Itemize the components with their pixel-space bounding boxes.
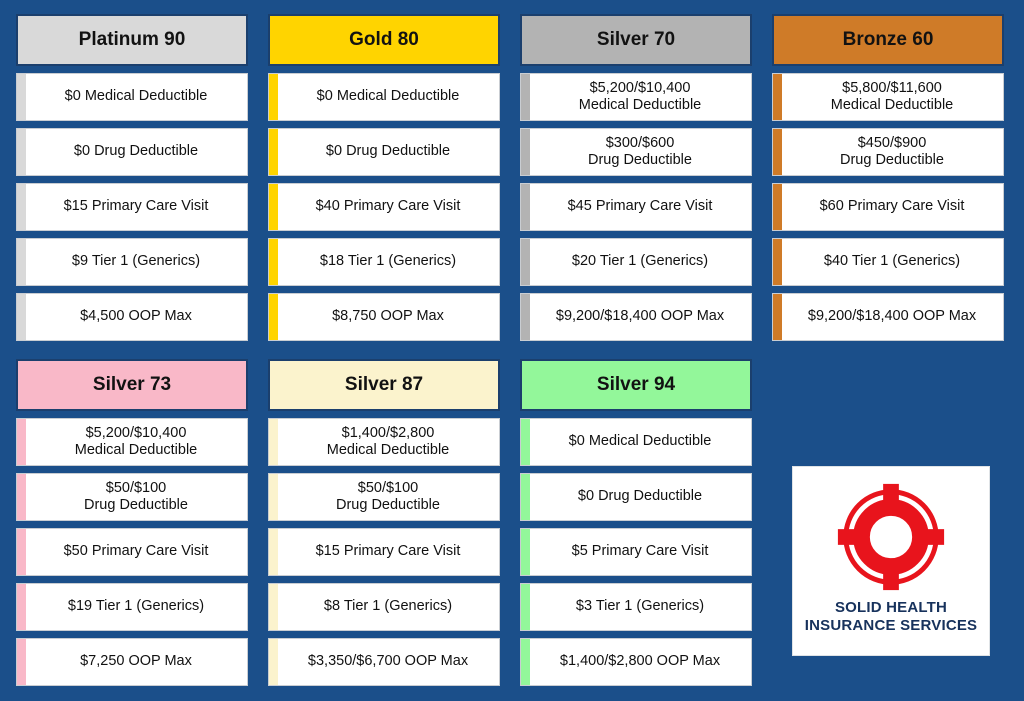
plan-card bbox=[772, 14, 1004, 341]
benefit-row bbox=[520, 183, 752, 231]
benefit-label: $3,350/$6,700 OOP Max bbox=[307, 653, 469, 670]
benefit-label: $45 Primary Care Visit bbox=[567, 198, 713, 215]
benefit-label: $0 Drug Deductible bbox=[577, 488, 703, 505]
benefit-accent-bar bbox=[521, 584, 530, 630]
benefit-label: $15 Primary Care Visit bbox=[63, 198, 209, 215]
benefit-accent-bar bbox=[773, 239, 782, 285]
plan-header: Gold 80 bbox=[268, 14, 500, 66]
benefit-row bbox=[16, 418, 248, 466]
benefit-accent-bar bbox=[17, 419, 26, 465]
benefit-label: $4,500 OOP Max bbox=[80, 308, 192, 325]
benefit-accent-bar bbox=[269, 129, 278, 175]
benefit-accent-bar bbox=[521, 184, 530, 230]
benefit-label: $1,400/$2,800 Medical Deductible bbox=[326, 424, 450, 458]
benefit-accent-bar bbox=[269, 529, 278, 575]
plan-card bbox=[520, 14, 752, 341]
benefit-label: $19 Tier 1 (Generics) bbox=[67, 598, 205, 615]
benefit-accent-bar bbox=[269, 294, 278, 340]
benefit-label: $50 Primary Care Visit bbox=[63, 543, 209, 560]
benefit-label: $40 Tier 1 (Generics) bbox=[823, 253, 961, 270]
benefit-row bbox=[772, 128, 1004, 176]
plan-card bbox=[268, 359, 500, 686]
benefit-row bbox=[16, 638, 248, 686]
benefit-row bbox=[772, 73, 1004, 121]
benefit-accent-bar bbox=[17, 639, 26, 685]
benefit-label: $15 Primary Care Visit bbox=[315, 543, 461, 560]
benefit-accent-bar bbox=[521, 239, 530, 285]
plan-header: Silver 70 bbox=[520, 14, 752, 66]
benefit-row bbox=[268, 128, 500, 176]
benefit-row bbox=[520, 73, 752, 121]
plan-card bbox=[268, 14, 500, 341]
benefit-row bbox=[268, 583, 500, 631]
benefit-accent-bar bbox=[269, 74, 278, 120]
benefit-accent-bar bbox=[269, 184, 278, 230]
plan-header: Silver 73 bbox=[16, 359, 248, 411]
lifebuoy-icon bbox=[832, 481, 950, 593]
benefit-label: $8 Tier 1 (Generics) bbox=[323, 598, 453, 615]
benefit-accent-bar bbox=[17, 74, 26, 120]
benefit-row bbox=[16, 583, 248, 631]
benefit-label: $7,250 OOP Max bbox=[80, 653, 192, 670]
company-logo bbox=[792, 466, 990, 656]
benefit-row bbox=[16, 73, 248, 121]
benefit-row bbox=[268, 183, 500, 231]
benefit-row bbox=[268, 238, 500, 286]
benefit-row bbox=[520, 293, 752, 341]
benefit-accent-bar bbox=[269, 474, 278, 520]
benefit-accent-bar bbox=[269, 639, 278, 685]
benefit-accent-bar bbox=[773, 294, 782, 340]
benefit-accent-bar bbox=[17, 239, 26, 285]
benefit-accent-bar bbox=[521, 474, 530, 520]
benefit-label: $0 Drug Deductible bbox=[325, 143, 451, 160]
logo-line-1: SOLID HEALTH bbox=[834, 599, 948, 616]
benefit-row bbox=[268, 473, 500, 521]
benefit-row bbox=[16, 473, 248, 521]
benefit-label: $18 Tier 1 (Generics) bbox=[319, 253, 457, 270]
benefit-label: $1,400/$2,800 OOP Max bbox=[559, 653, 721, 670]
benefit-accent-bar bbox=[521, 529, 530, 575]
benefit-accent-bar bbox=[269, 239, 278, 285]
benefit-row bbox=[16, 528, 248, 576]
benefit-accent-bar bbox=[521, 639, 530, 685]
plan-card bbox=[16, 14, 248, 341]
benefit-row bbox=[772, 238, 1004, 286]
benefit-accent-bar bbox=[17, 184, 26, 230]
benefit-label: $5,800/$11,600 Medical Deductible bbox=[830, 79, 954, 113]
benefit-accent-bar bbox=[17, 474, 26, 520]
benefit-row bbox=[520, 583, 752, 631]
benefit-accent-bar bbox=[521, 419, 530, 465]
benefit-row bbox=[520, 473, 752, 521]
benefit-accent-bar bbox=[17, 294, 26, 340]
benefit-row bbox=[268, 293, 500, 341]
plan-header: Silver 94 bbox=[520, 359, 752, 411]
benefit-accent-bar bbox=[269, 584, 278, 630]
benefit-label: $5 Primary Care Visit bbox=[571, 543, 709, 560]
benefit-row bbox=[16, 238, 248, 286]
benefit-label: $5,200/$10,400 Medical Deductible bbox=[74, 424, 198, 458]
benefit-row bbox=[520, 238, 752, 286]
benefit-label: $9,200/$18,400 OOP Max bbox=[555, 308, 725, 325]
benefit-label: $3 Tier 1 (Generics) bbox=[575, 598, 705, 615]
plan-card bbox=[520, 359, 752, 686]
logo-line-2: INSURANCE SERVICES bbox=[804, 616, 978, 634]
benefit-row bbox=[268, 418, 500, 466]
benefit-label: $300/$600 Drug Deductible bbox=[588, 134, 692, 168]
benefit-row bbox=[772, 183, 1004, 231]
benefit-label: $9,200/$18,400 OOP Max bbox=[807, 308, 977, 325]
benefit-label: $0 Medical Deductible bbox=[316, 88, 460, 105]
logo-text bbox=[805, 599, 978, 634]
benefit-accent-bar bbox=[17, 529, 26, 575]
benefit-label: $50/$100 Drug Deductible bbox=[336, 479, 440, 513]
benefit-label: $8,750 OOP Max bbox=[332, 308, 444, 325]
benefit-row bbox=[520, 128, 752, 176]
benefit-accent-bar bbox=[521, 294, 530, 340]
benefit-label: $60 Primary Care Visit bbox=[819, 198, 965, 215]
benefit-row bbox=[268, 73, 500, 121]
benefit-label: $5,200/$10,400 Medical Deductible bbox=[578, 79, 702, 113]
benefit-row bbox=[520, 418, 752, 466]
plan-header: Bronze 60 bbox=[772, 14, 1004, 66]
benefit-label: $0 Drug Deductible bbox=[73, 143, 199, 160]
benefit-row bbox=[520, 528, 752, 576]
benefit-label: $20 Tier 1 (Generics) bbox=[571, 253, 709, 270]
benefit-row bbox=[268, 638, 500, 686]
benefit-label: $0 Medical Deductible bbox=[568, 433, 712, 450]
benefit-row bbox=[772, 293, 1004, 341]
benefit-accent-bar bbox=[269, 419, 278, 465]
benefit-accent-bar bbox=[17, 129, 26, 175]
benefit-accent-bar bbox=[773, 184, 782, 230]
benefit-row bbox=[16, 183, 248, 231]
benefit-label: $9 Tier 1 (Generics) bbox=[71, 253, 201, 270]
benefit-accent-bar bbox=[521, 129, 530, 175]
benefit-row bbox=[16, 128, 248, 176]
plan-card bbox=[16, 359, 248, 686]
benefit-accent-bar bbox=[17, 584, 26, 630]
benefit-row bbox=[16, 293, 248, 341]
plan-header: Silver 87 bbox=[268, 359, 500, 411]
benefit-label: $40 Primary Care Visit bbox=[315, 198, 461, 215]
benefit-label: $50/$100 Drug Deductible bbox=[84, 479, 188, 513]
benefit-accent-bar bbox=[521, 74, 530, 120]
benefit-row bbox=[268, 528, 500, 576]
benefit-accent-bar bbox=[773, 74, 782, 120]
benefit-row bbox=[520, 638, 752, 686]
benefit-label: $450/$900 Drug Deductible bbox=[840, 134, 944, 168]
benefit-label: $0 Medical Deductible bbox=[64, 88, 208, 105]
benefit-accent-bar bbox=[773, 129, 782, 175]
plan-header: Platinum 90 bbox=[16, 14, 248, 66]
